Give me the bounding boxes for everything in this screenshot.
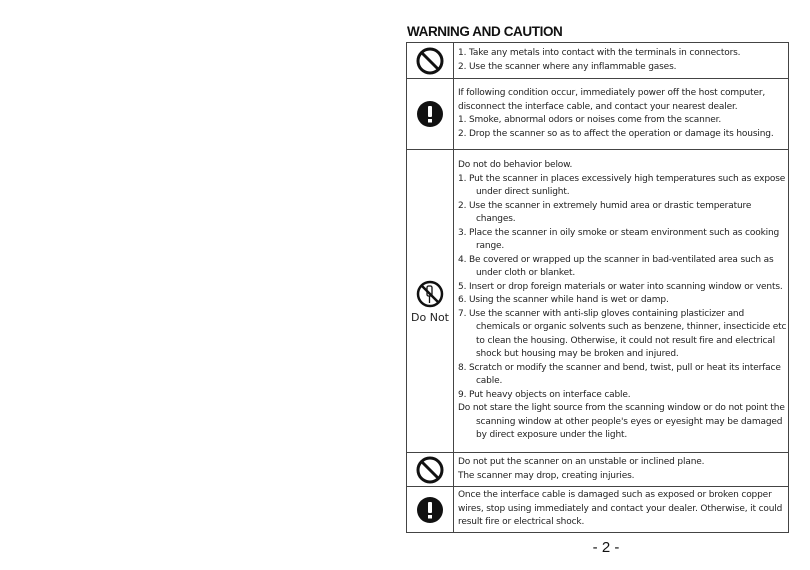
- icon-cell: [407, 487, 454, 533]
- text-line: shock but housing may be broken and injured.: [476, 349, 679, 360]
- prohibition-icon: [407, 455, 453, 485]
- text-line: 1. Put the scanner in places excessively high temperatures such as expose: [458, 173, 786, 184]
- text-line: disconnect the interface cable, and contact your nearest dealer.: [458, 101, 738, 112]
- text-line: 1. Take any metals into contact with the terminals in connectors.: [458, 48, 741, 58]
- text-line: wires, stop using immediately and contact your dealer. Otherwise, it could: [458, 503, 783, 514]
- warning-row: [407, 79, 789, 150]
- text-line: by direct exposure under the light.: [476, 430, 628, 441]
- icon-cell: [407, 150, 454, 453]
- warning-row: [407, 43, 789, 79]
- icon-cell: [407, 79, 454, 150]
- text-line: Do not put the scanner on an unstable or inclined plane.: [458, 457, 705, 467]
- text-line: The scanner may drop, creating injuries.: [458, 470, 635, 481]
- do-not-disassemble-icon: [407, 279, 453, 309]
- text-line: 2. Use the scanner where any inflammable gases.: [458, 61, 677, 72]
- text-cell: [454, 150, 789, 453]
- text-line: 4. Be covered or wrapped up the scanner in bad-ventilated area such as: [458, 254, 774, 265]
- text-cell: [454, 43, 789, 79]
- warning-row: [407, 487, 789, 533]
- do-not-label: Do Not: [411, 310, 449, 324]
- exclamation-icon: [407, 100, 453, 128]
- text-cell: [454, 79, 789, 150]
- text-line: 5. Insert or drop foreign materials or water into scanning window or vents.: [458, 281, 783, 292]
- text-line: cable.: [476, 376, 503, 387]
- exclamation-icon: [407, 496, 453, 524]
- text-line: 2. Drop the scanner so as to affect the operation or damage its housing.: [458, 128, 774, 139]
- text-line: 1. Smoke, abnormal odors or noises come from the scanner.: [458, 115, 722, 125]
- icon-cell: [407, 453, 454, 487]
- text-cell: [454, 453, 789, 487]
- text-line: Once the interface cable is damaged such as exposed or broken copper: [458, 490, 772, 501]
- text-line: 6. Using the scanner while hand is wet or damp.: [458, 295, 669, 306]
- text-line: under direct sunlight.: [476, 187, 570, 198]
- text-line: chemicals or organic solvents such as benzene, thinner, insecticide etc: [476, 322, 787, 333]
- text-line: 8. Scratch or modify the scanner and bend, twist, pull or heat its interface: [458, 362, 781, 373]
- icon-cell: [407, 43, 454, 79]
- warning-table: [406, 42, 789, 533]
- prohibition-icon: [407, 46, 453, 76]
- text-line: 2. Use the scanner in extremely humid area or drastic temperature: [458, 200, 752, 211]
- text-line: changes.: [476, 214, 516, 225]
- text-line: If following condition occur, immediately power off the host computer,: [458, 88, 766, 98]
- text-line: 3. Place the scanner in oily smoke or steam environment such as cooking: [458, 227, 780, 238]
- text-cell: [454, 487, 789, 533]
- text-line: scanning window at other people's eyes or eyesight may be damaged: [476, 416, 783, 427]
- text-line: Do not stare the light source from the scanning window or do not point the: [458, 403, 785, 414]
- text-line: 7. Use the scanner with anti-slip gloves containing plasticizer and: [458, 308, 745, 319]
- text-line: range.: [476, 241, 505, 252]
- warning-row: [407, 453, 789, 487]
- text-line: 9. Put heavy objects on interface cable.: [458, 389, 631, 400]
- text-line: to clean the housing. Otherwise, it could not result fire and electrical: [476, 335, 776, 346]
- text-line: under cloth or blanket.: [476, 268, 576, 279]
- page-number: - 2 -: [592, 539, 620, 556]
- text-line: result fire or electrical shock.: [458, 517, 585, 528]
- section-heading: WARNING AND CAUTION: [407, 24, 563, 39]
- warning-row: [407, 150, 789, 453]
- text-line: Do not do behavior below.: [458, 160, 573, 171]
